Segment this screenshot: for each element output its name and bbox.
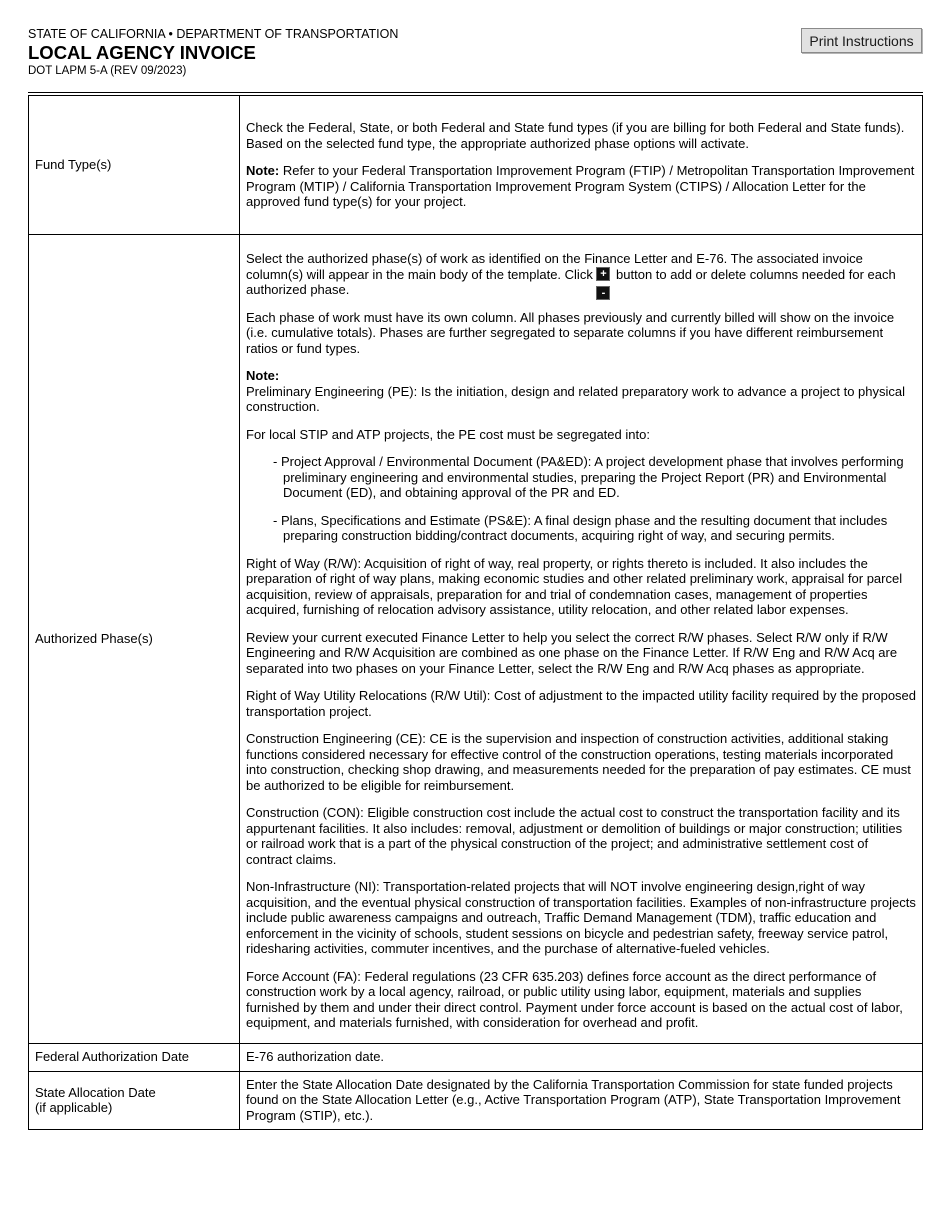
note-label: Note: xyxy=(246,163,280,179)
add-delete-control xyxy=(596,267,612,299)
phase-note-label: Note: xyxy=(246,368,280,383)
paed-item: - Project Approval / Environmental Document (PA&ED): A project development phase that involves performing preliminary engineering and environmental studies, preparing the Project Report (PR) and Environmental Document (ED), and obtaining approval of the PR and ED. xyxy=(273,454,904,500)
fund-type-label: Fund Type(s) xyxy=(29,96,240,235)
pe-text: Preliminary Engineering (PE): Is the initiation, design and related preparatory work to advance a project to physical construction. xyxy=(246,383,906,414)
fund-type-text: Check the Federal, State, or both Federal and State fund types (if you are billing for both Federal and State funds). Based on the selected fund type, the appropriate authorized phase options will activate. xyxy=(246,120,905,151)
stip-text: For local STIP and ATP projects, the PE cost must be segregated into: xyxy=(246,426,650,442)
row-authorized-phase xyxy=(29,235,923,1044)
ni-text: Non-Infrastructure (NI): Transportation-related projects that will NOT involve engineering design,right of way acquisition, and the eventual physical construction of transportation facilities. Examples of non-infrastructure projects include public awareness campaigns and outreach, Traffic Demand Management (TDM), traffic education and enforcement in the vicinity of schools, student sessions on bicycle and pedestrian safety, freeway service patrol, ridesharing activities, commuter incentives, and the purchase of alternative-fueled vehicles. xyxy=(246,879,916,956)
phase-select-text-b: button to add or delete columns needed for each authorized phase. xyxy=(246,266,896,297)
phase-columns-text: Each phase of work must have its own column. All phases previously and currently billed will show on the invoice (i.e. cumulative totals). Phases are further segregated to separate columns if you have different reimbursement ratios or fund types. xyxy=(246,309,895,356)
con-text: Construction (CON): Eligible construction cost include the actual cost to construct the transportation facility and its appurtenant facilities. It also includes: removal, adjustment or demolition of buildings or major construction; utilities or railroad work that is a part of the physical construction of the project; and administrative settlement cost of contract claims. xyxy=(246,805,903,867)
state-alloc-text: Enter the State Allocation Date designated by the California Transportation Commission for state funded projects found on the State Allocation Letter (e.g., Active Transportation Program (ATP), State Transportation Improvement Program (STIP), etc.). xyxy=(240,1071,923,1129)
authorized-phase-label: Authorized Phase(s) xyxy=(29,235,240,1044)
row-fund-type xyxy=(29,96,923,235)
form-title: LOCAL AGENCY INVOICE xyxy=(28,42,256,63)
ce-text: Construction Engineering (CE): CE is the supervision and inspection of construction activities, additional staking functions considered necessary for effective control of the construction operations, testing materials incorporated into construction, checking shop drawing, and measurements needed for the preparation of pay estimates. CE must be authorized to be eligible for reimbursement. xyxy=(246,731,911,793)
row-state-allocation xyxy=(29,1071,923,1129)
pse-item: - Plans, Specifications and Estimate (PS&E): A final design phase and the resulting document that includes preparing construction bidding/contract documents, acquiring right of way, and securing permits. xyxy=(273,512,888,543)
top-rule xyxy=(28,92,923,93)
rw-util-text: Right of Way Utility Relocations (R/W Util): Cost of adjustment to the impacted utility facility required by the proposed transportation project. xyxy=(246,688,917,719)
delete-column-icon: - xyxy=(596,286,610,300)
federal-auth-text: E-76 authorization date. xyxy=(240,1043,923,1071)
federal-auth-label: Federal Authorization Date xyxy=(29,1043,240,1071)
add-column-icon: + xyxy=(596,267,610,281)
phase-select-text-a: Select the authorized phase(s) of work as identified on the Finance Letter and E-76. The associated invoice column(s) will appear in the main body of the template. Click xyxy=(246,251,863,282)
state-alloc-label xyxy=(29,1071,240,1129)
fund-type-note xyxy=(246,163,916,210)
form-header xyxy=(28,27,398,79)
department-line: STATE OF CALIFORNIA • DEPARTMENT OF TRANSPORTATION xyxy=(28,27,399,41)
fund-type-description xyxy=(240,96,923,235)
form-number: DOT LAPM 5-A (REV 09/2023) xyxy=(28,65,187,77)
rw-text: Right of Way (R/W): Acquisition of right of way, real property, or rights thereto is included. It also includes the preparation of right of way plans, making economic studies and other related preliminary work, appraisal for parcel acquisition, review of appraisals, preparation for and trial of condemnation cases, management of properties acquired, furnishing of relocation advisory assistance, utility relocation, and other related labor expenses. xyxy=(246,555,903,617)
print-instructions-button[interactable]: Print Instructions xyxy=(801,28,922,53)
instructions-table xyxy=(28,95,923,1130)
state-alloc-label-2: (if applicable) xyxy=(35,1100,113,1115)
state-alloc-label-1: State Allocation Date xyxy=(35,1084,156,1100)
note-text: Refer to your Federal Transportation Improvement Program (FTIP) / Metropolitan Transportation Improvement Program (MTIP) / California Transportation Improvement Program System (CTIPS) / Allocation Letter for the approved fund type(s) for your project. xyxy=(246,163,915,210)
fa-text: Force Account (FA): Federal regulations (23 CFR 635.203) defines force account as the direct performance of construction work by a local agency, railroad, or public utility using labor, equipment, materials and supplies furnished by them and under their direct control. Payment under force account is based on the actual cost of labor, equipment, and materials furnished, with consideration for overhead and profit. xyxy=(246,968,903,1030)
review-text: Review your current executed Finance Letter to help you select the correct R/W phases. Select R/W only if R/W Engineering and R/W Acquisition are combined as one phase on the Finance Letter. If R/W Eng and R/W Acq are separated into two phases on your Finance Letter, select the R/W Eng and R/W Acq phases as appropriate. xyxy=(246,629,898,676)
phase-select-text xyxy=(246,251,916,298)
authorized-phase-description xyxy=(240,235,923,1044)
row-federal-authorization xyxy=(29,1043,923,1071)
